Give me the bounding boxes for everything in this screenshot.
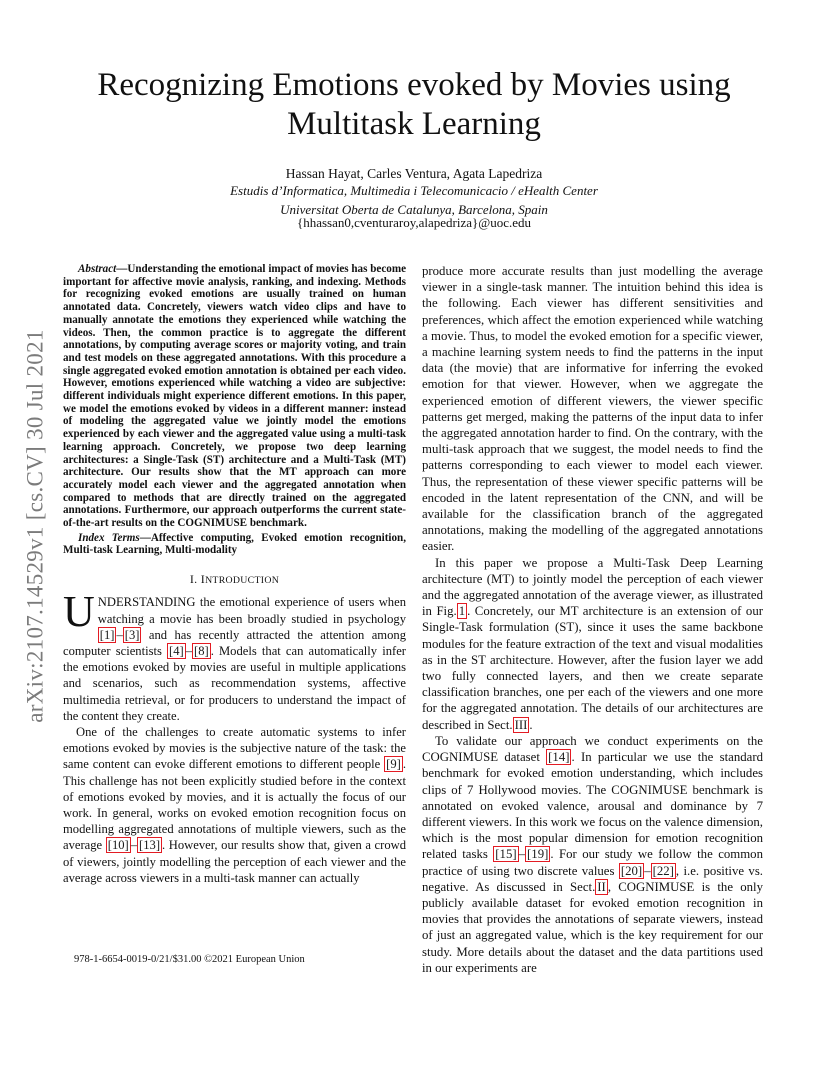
title-line-1: Recognizing Emotions evoked by Movies using xyxy=(97,67,731,103)
citation-link[interactable]: [22] xyxy=(652,863,674,878)
section-heading-introduction xyxy=(63,571,406,589)
citation-range-dash: – xyxy=(116,627,123,642)
right-paragraph-3 xyxy=(422,733,763,976)
right-paragraph-1: produce more accurate results than just modelling the average viewer in a single-task manner. The intuition behind this idea is the following. Each viewer has different sensitivities and preferences, which affect the emotion experienced while watching a movie. Thus, to model the evoked emotion for a specific viewer, a machine learning system needs to find the patterns in the input data (the movie) that are informative for inferring the evoked emotion for that viewer. However, when we aggregate the experienced emotion of different viewers, the viewer specific patterns get merged, making the patterns of the input data to infer the aggregated annotation harder to find. On the contrary, with the multi-task approach that we suggest, the model needs to find the patterns corresponding to each viewer to model each viewer. Thus, the representation of these viewer specific patterns will be encoded in the latent representation of the CNN, and will be available for the classification branch of the aggregated annotations, making the modelling of the aggregated annotations easier. xyxy=(422,264,763,554)
right-paragraph-2 xyxy=(422,555,763,733)
right-p2-text-mid: . Concretely, our MT architecture is an extension of our Single-Task formulation (ST), since it uses the same backbone modules for the feature extraction of the text and visual modalities as in the ST architecture. However, after the fusion layer we add two fully connected layers, and then we create separate classification branches, one per each of the viewers and one more for the aggregated annotation. The details of our architectures are described in Sect. xyxy=(422,604,763,732)
citation-link[interactable]: [15] xyxy=(495,847,517,862)
intro-p2-text-end: . However, our results show that, given a crowd of viewers, jointly modelling the perception of each viewer and the average across viewers in a multi-task manner can actually xyxy=(63,838,407,885)
citation-link[interactable]: [3] xyxy=(124,627,140,642)
section-number: I. xyxy=(189,572,201,587)
section-reference-link[interactable]: III xyxy=(514,717,528,732)
citation-link[interactable]: [19] xyxy=(527,847,549,862)
section-title-first: I xyxy=(200,572,206,587)
citation-link[interactable]: [4] xyxy=(169,643,184,658)
affiliation-line-2: Universitat Oberta de Catalunya, Barcelona, Spain xyxy=(280,201,548,217)
index-terms xyxy=(63,532,406,557)
drop-cap: U xyxy=(63,587,95,637)
paper-title xyxy=(60,66,768,144)
author-emails: {hhassan0,cventuraroy,alapedriza}@uoc.edu xyxy=(296,215,532,230)
right-p2-text-end: . xyxy=(529,717,533,732)
index-terms-text: —Affective computing, Evoked emotion recognition, Multi-task Learning, Multi-modality xyxy=(63,531,406,557)
intro-paragraph-2 xyxy=(63,724,406,886)
abstract xyxy=(63,263,406,530)
authors: Hassan Hayat, Carles Ventura, Agata Lapedriza xyxy=(285,166,543,181)
intro-p1-text-end: . Models that can automatically infer the emotions evoked by movies are useful in multiple applications and scenarios, such as recommendation systems, affective multimedia retrieval, or for producers to understand the impact of the content they create. xyxy=(63,643,406,723)
citation-link[interactable]: [10] xyxy=(107,838,129,853)
abstract-text: —Understanding the emotional impact of movies has become important for affective movie analysis, ranking, and indexing. Methods for recognizing evoked emotions are usually trained on human annotated data. Concretely, viewers watch video clips and have to manually annotate the emotions they experienced while watching the videos. Then, the common practice is to aggregate the different annotations, by computing average scores or majority voting, and train and test models on these aggregated annotations. With this procedure a single aggregated evoked emotion annotation is obtained per each video. However, emotions experienced while watching a video are subjective: different individuals might experience different emotions. In this paper, we model the emotions evoked by videos in a different manner: instead of modeling the aggregated value we jointly model the emotions experienced by each viewer and the aggregated value using a multi-task learning approach. Concretely, we propose two deep learning architectures: a Single-Task (ST) architecture and a Multi-Task (MT) architecture. Our results show that the MT approach can more accurately model each viewer and the aggregated annotation when compared to methods that are directly trained on the aggregated annotations. Furthermore, our approach outperforms the current state-of-the-art results on the COGNIMUSE benchmark. xyxy=(63,263,406,530)
section-title-rest: NTRODUCTION xyxy=(205,575,280,587)
intro-p2-text-mid: . This challenge has not been explicitly studied before in the context of emotions evoked by movies, and it is actually the focus of our work. In general, works on evoked emotion recognition focus on modelling aggregated annotations of multiple viewers, such as the average xyxy=(63,757,406,853)
right-p3-text-start: To validate our approach we conduct experiments on the COGNIMUSE dataset xyxy=(422,733,763,765)
affiliation-line-1: Estudis d’Informatica, Multimedia i Telecomunicacio / eHealth Center xyxy=(230,183,598,198)
copyright-footer: 978-1-6654-0019-0/21/$31.00 ©2021 European Union xyxy=(74,954,305,965)
abstract-label: Abstract xyxy=(78,263,117,275)
citation-link[interactable]: [20] xyxy=(620,863,643,878)
citation-range-dash: – xyxy=(185,643,192,658)
intro-paragraph-1 xyxy=(63,587,406,724)
right-p2-text-start: In this paper we propose a Multi-Task Deep Learning architecture (MT) to jointly model the perception of each viewer and the aggregated annotation of the average viewer, as illustrated in Fig. xyxy=(422,555,763,619)
section-reference-link[interactable]: II xyxy=(597,879,606,894)
index-terms-label: Index Terms xyxy=(78,531,140,544)
citation-link[interactable]: [9] xyxy=(386,757,401,772)
intro-p1-text-mid: and has recently attracted the attention among computer scientists xyxy=(63,627,406,658)
intro-p1-text-start: NDERSTANDING the emotional experience of users when watching a movie has been broadly studied in psychology xyxy=(97,595,406,626)
title-line-2: Multitask Learning xyxy=(287,106,541,142)
citation-link[interactable]: [14] xyxy=(548,750,570,765)
arxiv-id: arXiv:2107.14529v1 [cs.CV] 30 Jul 2021 xyxy=(23,329,48,723)
right-p3-text-b: . For our study we follow the common practice of using two discrete values xyxy=(422,847,763,878)
right-p3-text-a: . In particular we use the standard benchmark for evoked emotion understanding, which includes clips of 7 Hollywood movies. The COGNIMUSE benchmark is annotated on evoked valence, arousal and dominance by 7 different viewers. In this work we focus on the valence dimension, which is the most popular dimension for emotion recognition related tasks xyxy=(422,750,763,862)
intro-p2-text-start: One of the challenges to create automatic systems to infer emotions evoked by movies is the subjective nature of the task: the same content can evoke different emotions to different people xyxy=(63,725,406,772)
arxiv-watermark xyxy=(22,296,50,756)
citation-link[interactable]: [1] xyxy=(99,627,115,642)
citation-range-dash: – xyxy=(130,838,138,853)
right-column xyxy=(422,263,763,976)
right-p3-text-end: , COGNIMUSE is the only publicly available dataset for evoked emotion recognition in movies that provides the annotations of separate viewers, instead of just an aggregated value, which is the key requirement for our study. More details about the dataset and the data partitions used in our experiments are xyxy=(422,879,763,975)
citation-range-dash: – xyxy=(518,847,526,862)
citation-link[interactable]: [13] xyxy=(139,838,161,853)
citation-range-dash: – xyxy=(644,863,651,878)
right-p3-text-c: , i.e. positive vs. negative. As discussed in Sect. xyxy=(422,863,763,894)
figure-reference-link[interactable]: 1 xyxy=(458,604,466,619)
left-column xyxy=(63,263,406,886)
citation-link[interactable]: [8] xyxy=(194,643,209,658)
